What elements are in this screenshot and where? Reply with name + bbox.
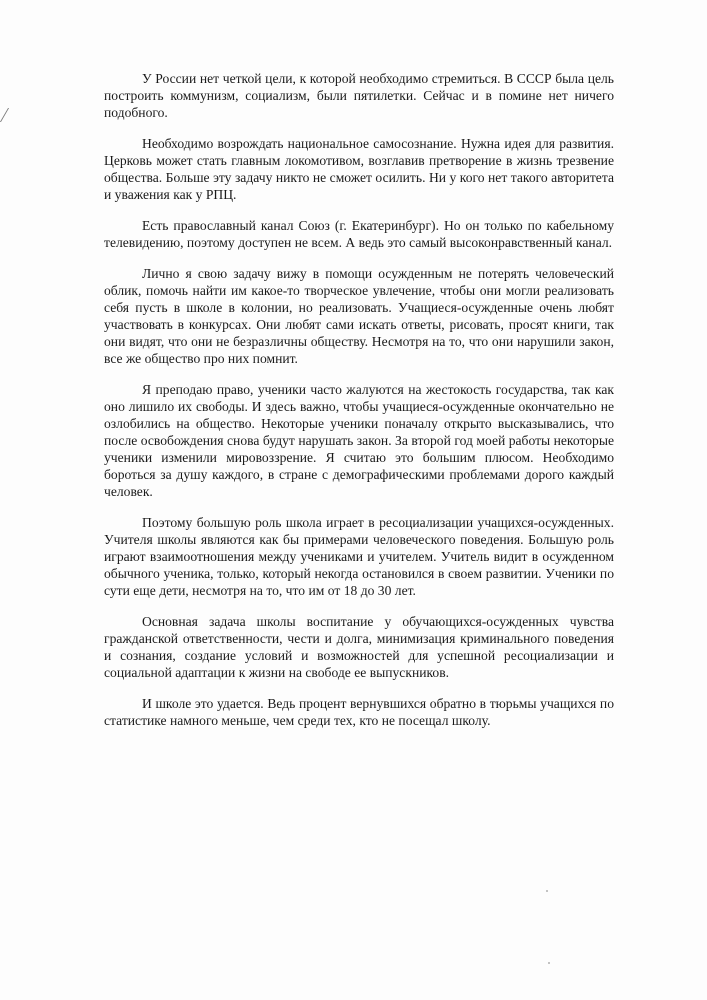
paragraph-5: Я преподаю право, ученики часто жалуются на жестокость государства, так как оно лишило их свободы. И здесь важно, чтобы учащиеся-осужденные окончательно не озлобились на общество. Некоторые ученики поначалу открыто высказывались, что после освобождения снова будут нарушать закон. За второй год моей работы некоторые ученики изменили мировоззрение. Я считаю это большим плюсом. Необходимо бороться за душу каждого, в стране с демографическими проблемами дорого каждый человек. (104, 382, 614, 499)
scan-speck (548, 962, 550, 964)
scan-speck (546, 890, 548, 892)
paragraph-2: Необходимо возрождать национальное самосознание. Нужна идея для развития. Церковь может стать главным локомотивом, возглавив претворение в жизнь трезвение общества. Больше эту задачу никто не сможет осилить. Ни у кого нет такого авторитета и уважения как у РПЦ. (104, 136, 614, 202)
document-body (104, 70, 614, 743)
paragraph-7: Основная задача школы воспитание у обучающихся-осужденных чувства гражданской ответственности, чести и долга, минимизация криминального поведения и сознания, создание условий и возможностей для успешной ресоциализации и социальной адаптации к жизни на свободе ее выпускников. (104, 614, 614, 680)
paragraph-1: У России нет четкой цели, к которой необходимо стремиться. В СССР была цель построить коммунизм, социализм, были пятилетки. Сейчас и в помине нет ничего подобного. (104, 71, 614, 120)
paragraph-6: Поэтому большую роль школа играет в ресоциализации учащихся-осужденных. Учителя школы являются как бы примерами человеческого поведения. Большую роль играют взаимоотношения между учениками и учителем. Учитель видит в осужденном обычного ученика, только, который некогда остановился в своем развитии. Ученики по сути еще дети, несмотря на то, что им от 18 до 30 лет. (104, 515, 614, 598)
paragraph-3: Есть православный канал Союз (г. Екатеринбург). Но он только по кабельному телевидению, поэтому доступен не всем. А ведь это самый высоконравственный канал. (104, 218, 614, 250)
paragraph-8: И школе это удается. Ведь процент вернувшихся обратно в тюрьмы учащихся по статистике намного меньше, чем среди тех, кто не посещал школу. (104, 696, 614, 728)
margin-pen-mark (0, 108, 15, 122)
paragraph-4: Лично я свою задачу вижу в помощи осужденным не потерять человеческий облик, помочь найти им какое-то творческое увлечение, чтобы они могли реализовать себя пусть в школе в колонии, но реализовать. Учащиеся-осужденные очень любят участвовать в конкурсах. Они любят сами искать ответы, рисовать, просят книги, так они видят, что они не безразличны обществу. Несмотря на то, что они нарушили закон, все же общество про них помнит. (104, 266, 614, 366)
